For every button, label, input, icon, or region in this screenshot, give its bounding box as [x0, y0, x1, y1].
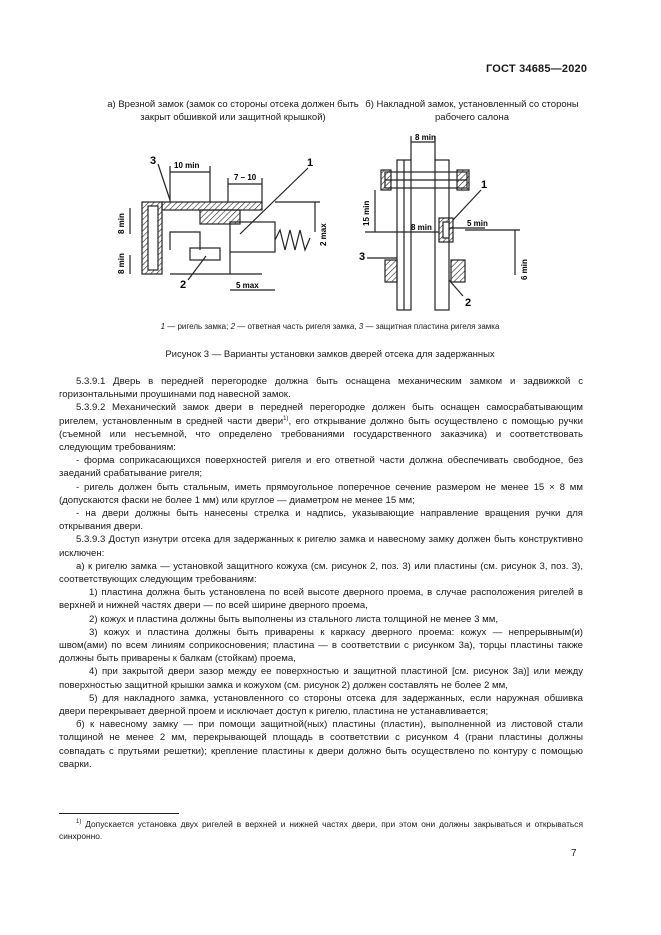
footnote-divider [59, 813, 179, 814]
list-item: - форма соприкасающихся поверхностей ригеля и его ответной части должна обеспечивать свободное, без заеданий срабатывание ригеля; [59, 455, 583, 480]
list-item: - на двери должны быть нанесены стрелка и надпись, указывающие направление вращения ручки для открывания двери. [59, 508, 583, 533]
document-header: ГОСТ 34685—2020 [486, 63, 588, 75]
dim-8min-top: 8 min [117, 213, 126, 234]
plate-hatch [162, 202, 262, 210]
list-item: 4) при закрытой двери зазор между ее поверхностью и защитной пластиной [см. рисунок 3а)] или между поверхностью защитной крышки замка и кожухом (см. рисунок 2) должен составлять не более 2 мм, [59, 666, 583, 691]
callout-3: 3 [359, 251, 366, 263]
callout-2: 2 [180, 279, 187, 291]
dim-7-10: 7 – 10 [234, 173, 257, 182]
bolt-rect [230, 222, 275, 252]
diagram-mortise-lock [110, 150, 335, 300]
spring [275, 230, 310, 250]
list-item: б) к навесному замку — при помощи защитной(ных) пластины (пластин), выполненной из листовой стали толщиной не менее 2 мм, перекрывающей площадь в соответствии с рисунком 4 (грани пластины должны совпадать с прутьями решетки); крепление пластины к двери должно быть осуществлено по контуру с помощью сварки. [59, 719, 583, 770]
figure-caption-a: а) Врезной замок (замок со стороны отсека должен быть закрыт обшивкой или защитной крышкой) [107, 99, 359, 123]
body-text [59, 375, 583, 771]
list-item: а) к ригелю замка — установкой защитного кожуха (см. рисунок 2, поз. 3) или пластины (см. рисунок 3, поз. 3), соответствующих следующим требованиям: [59, 560, 583, 586]
list-item: 1) пластина должна быть установлена по всей высоте дверного проема, в случае расположения ригелей в верхней и нижней частях двери — по всей ширине дверного проема, [59, 587, 583, 612]
dim-10min: 10 min [174, 161, 200, 170]
dim-5max: 5 max [236, 281, 259, 290]
diagram-surface-lock [345, 130, 535, 315]
page-number: 7 [571, 848, 577, 859]
list-item: 2) кожух и пластина должны быть выполнены из стального листа толщиной не менее 3 мм, [89, 613, 499, 625]
dim-8min-top: 8 min [415, 133, 436, 142]
callout-1: 1 [481, 179, 488, 191]
paragraph: 5.3.9.1 Дверь в передней перегородке должна быть оснащена механическим замком и задвижкой с горизонтальными проушинами под навесной замок. [59, 376, 583, 401]
callout-2: 2 [465, 297, 472, 309]
paragraph: 5.3.9.3 Доступ изнутри отсека для задержанных к ригелю замка и навесному замку должен быть конструктивно исключен: [59, 534, 583, 559]
figure-legend: 1 — ригель замка; 2 — ответная часть ригеля замка, 3 — защитная пластина ригеля замка [160, 322, 500, 331]
list-item: 3) кожух и пластина должны быть приварены к каркасу дверного проема: кожух — непрерывным(и) швом(ами) по всем линиям соприкосновения; пластина — в соответствии с рисунком 3а), торцы пластины также должны быть приварены к балкам (стойкам) проема, [59, 626, 583, 665]
list-item: - ригель должен быть стальным, иметь прямоугольное поперечное сечение размером не менее 15 × 8 мм (допускаются фаски не более 1 мм) или круглое — диаметром не менее 15 мм; [59, 481, 583, 506]
dim-8min-mid: 8 min [411, 223, 432, 232]
list-item: 5) для накладного замка, установленного со стороны отсека для задержанных, если наружная обшивка двери перекрывает дверной проем и исключает доступ к ригелю, пластина не устанавливается; [59, 692, 583, 718]
footnote: $^{1)}$ Допускается установка двух ригелей в верхней и нижней частях двери, при этом они должны закрываться и открываться синхронно. [59, 819, 583, 841]
dim-2max: 2 max [319, 223, 328, 246]
callout-3: 3 [150, 155, 157, 167]
dim-15min: 15 min [362, 200, 371, 226]
paragraph: 5.3.9.2 Механический замок двери в передней перегородке должен быть оснащен самосрабатывающим ригелем, установленным в средней части двери$^{1)}$, его открывание должно быть осуществлено с помощью ручки (съемной или несъемной, что определено требованиями государственного заказчика) и соответствовать следующим требованиям: [59, 402, 583, 454]
dim-8min-bottom: 8 min [117, 253, 126, 274]
callout-1: 1 [307, 157, 314, 169]
dim-5min: 5 min [467, 219, 488, 228]
footnote-ref: 1) [283, 415, 289, 422]
dim-6min: 6 min [520, 259, 529, 280]
figure-title: Рисунок 3 — Варианты установки замков дверей отсека для задержанных [165, 349, 495, 360]
figure-caption-b: б) Накладной замок, установленный со стороны рабочего салона [365, 99, 579, 123]
